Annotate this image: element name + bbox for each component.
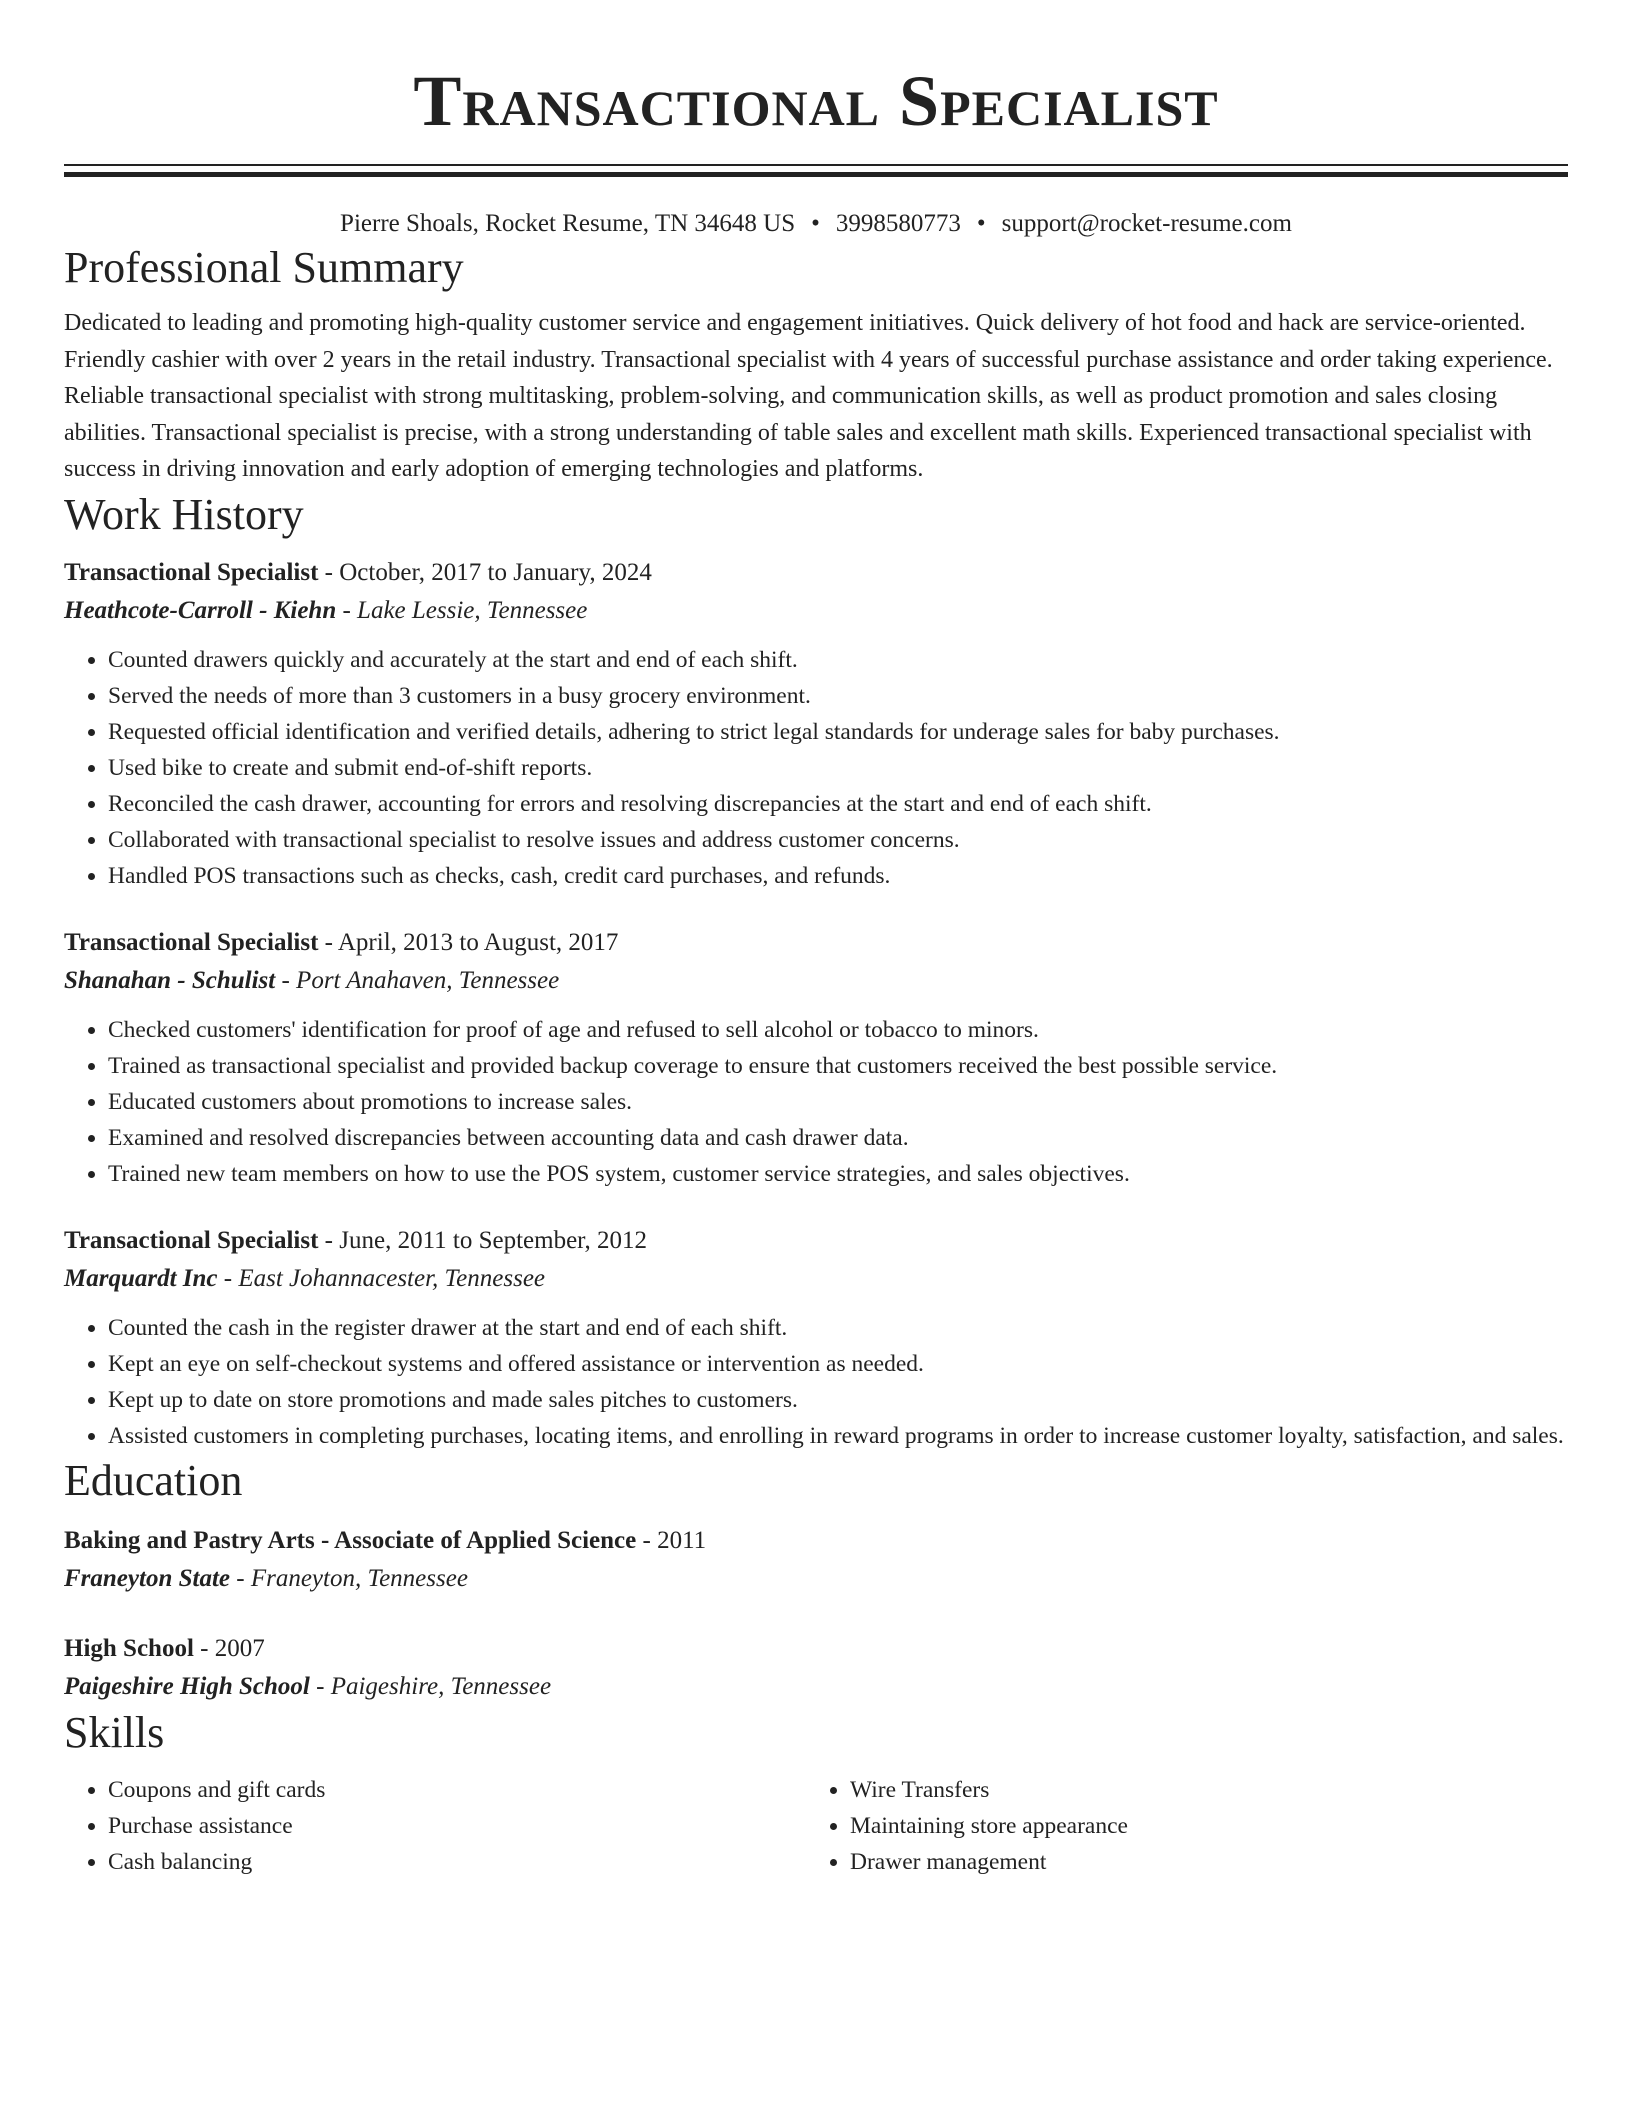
contact-separator: •	[811, 210, 820, 237]
job-company: Heathcote-Carroll - Kiehn	[64, 596, 337, 624]
job-dates: - October, 2017 to January, 2024	[318, 558, 652, 586]
degree-name: Baking and Pastry Arts - Associate of Applied Science	[64, 1526, 637, 1554]
job-bullet: • Kept up to date on store promotions and made sales pitches to customers.	[108, 1382, 1568, 1418]
skills-heading: Skills	[64, 1707, 165, 1757]
job-bullet: • Collaborated with transactional specialist to resolve issues and address customer concerns.	[108, 822, 1568, 858]
job-bullet: • Counted the cash in the register drawer at the start and end of each shift.	[108, 1310, 1568, 1346]
school-location: - Franeyton, Tennessee	[230, 1564, 468, 1592]
job-bullet: • Requested official identification and verified details, adhering to strict legal standards for underage sales for baby purchases.	[108, 714, 1568, 750]
school-name: Franeyton State	[64, 1564, 230, 1592]
job-location: - Port Anahaven, Tennessee	[275, 966, 560, 994]
education-heading: Education	[64, 1455, 243, 1505]
job-dates: - April, 2013 to August, 2017	[318, 928, 619, 956]
job-company-line	[64, 1260, 1568, 1298]
job-title: Transactional Specialist	[64, 558, 319, 586]
job-company: Marquardt Inc	[64, 1264, 218, 1292]
school-line	[64, 1668, 1568, 1706]
contact-email: support@rocket-resume.com	[1001, 210, 1292, 237]
job-bullet: • Assisted customers in completing purchases, locating items, and enrolling in reward programs in order to increase customer loyalty, satisfaction, and sales.	[108, 1418, 1568, 1454]
job-entry	[64, 554, 1568, 894]
contact-line	[64, 207, 1568, 241]
job-entry	[64, 1222, 1568, 1454]
school-location: - Paigeshire, Tennessee	[309, 1672, 552, 1700]
job-location: - East Johannacester, Tennessee	[217, 1264, 546, 1292]
degree-year: - 2007	[193, 1634, 265, 1662]
job-bullets	[64, 1012, 1568, 1192]
summary-heading: Professional Summary	[64, 243, 464, 292]
skill-item: • Maintaining store appearance	[850, 1808, 1550, 1844]
skill-item: • Purchase assistance	[108, 1808, 806, 1844]
skill-item: • Cash balancing	[108, 1844, 806, 1880]
skills-list	[64, 1772, 1568, 1880]
resume-content	[64, 0, 1568, 1880]
skills-column-right	[806, 1772, 1550, 1880]
job-dates: - June, 2011 to September, 2012	[318, 1226, 647, 1254]
contact-separator: •	[976, 210, 986, 237]
job-company: Shanahan - Schulist	[64, 966, 276, 994]
degree-line	[64, 1522, 1568, 1560]
degree-name: High School	[64, 1634, 194, 1662]
job-title-line	[64, 924, 1568, 962]
job-bullet: • Examined and resolved discrepancies between accounting data and cash drawer data.	[108, 1120, 1568, 1156]
job-bullet: • Used bike to create and submit end-of-shift reports.	[108, 750, 1568, 786]
school-line	[64, 1560, 1568, 1598]
job-location: - Lake Lessie, Tennessee	[336, 596, 588, 624]
education-entry	[64, 1630, 1568, 1706]
job-title: Transactional Specialist	[64, 1226, 319, 1254]
job-title-line	[64, 1222, 1568, 1260]
summary-text: Dedicated to leading and promoting high-quality customer service and engagement initiatives. Quick delivery of hot food and hack are service-oriented. Friendly cashier with over 2 years in the retail industry. Transactional specialist with 4 years of successful purchase assistance and order taking experience. Reliable transactional specialist with strong multitasking, problem-solving, and communication skills, as well as product promotion and sales closing abilities. Transactional specialist is precise, with a strong understanding of table sales and excellent math skills. Experienced transactional specialist with success in driving innovation and early adoption of emerging technologies and platforms.	[64, 310, 1553, 482]
job-bullets	[64, 642, 1568, 894]
job-entry	[64, 924, 1568, 1192]
job-bullet: • Educated customers about promotions to increase sales.	[108, 1084, 1568, 1120]
job-title-line	[64, 554, 1568, 592]
header-divider-thin	[64, 164, 1568, 166]
job-bullet: • Reconciled the cash drawer, accounting for errors and resolving discrepancies at the start and end of each shift.	[108, 786, 1568, 822]
skills-column-left	[64, 1772, 806, 1880]
skill-item: • Coupons and gift cards	[108, 1772, 806, 1808]
header-divider-thick	[64, 172, 1568, 177]
degree-year: - 2011	[636, 1526, 707, 1554]
contact-address: Pierre Shoals, Rocket Resume, TN 34648 US	[340, 210, 796, 237]
skill-item: • Wire Transfers	[850, 1772, 1550, 1808]
job-bullet: • Trained as transactional specialist and provided backup coverage to ensure that customers received the best possible service.	[108, 1048, 1568, 1084]
degree-line	[64, 1630, 1568, 1668]
job-company-line	[64, 592, 1568, 630]
job-bullet: • Counted drawers quickly and accurately at the start and end of each shift.	[108, 642, 1568, 678]
job-title: Transactional Specialist	[64, 928, 319, 956]
job-bullet: • Kept an eye on self-checkout systems and offered assistance or intervention as needed.	[108, 1346, 1568, 1382]
education-entry	[64, 1522, 1568, 1598]
job-bullet: • Handled POS transactions such as checks, cash, credit card purchases, and refunds.	[108, 858, 1568, 894]
job-bullets	[64, 1310, 1568, 1454]
work-history-heading: Work History	[64, 489, 304, 539]
skill-item: • Drawer management	[850, 1844, 1550, 1880]
school-name: Paigeshire High School	[64, 1672, 310, 1700]
job-bullet: • Served the needs of more than 3 customers in a busy grocery environment.	[108, 678, 1568, 714]
contact-phone: 3998580773	[835, 210, 961, 237]
job-bullet: • Trained new team members on how to use the POS system, customer service strategies, and sales objectives.	[108, 1156, 1568, 1192]
resume-name: Transactional Specialist	[413, 61, 1219, 141]
job-bullet: • Checked customers' identification for proof of age and refused to sell alcohol or tobacco to minors.	[108, 1012, 1568, 1048]
job-company-line	[64, 962, 1568, 1000]
